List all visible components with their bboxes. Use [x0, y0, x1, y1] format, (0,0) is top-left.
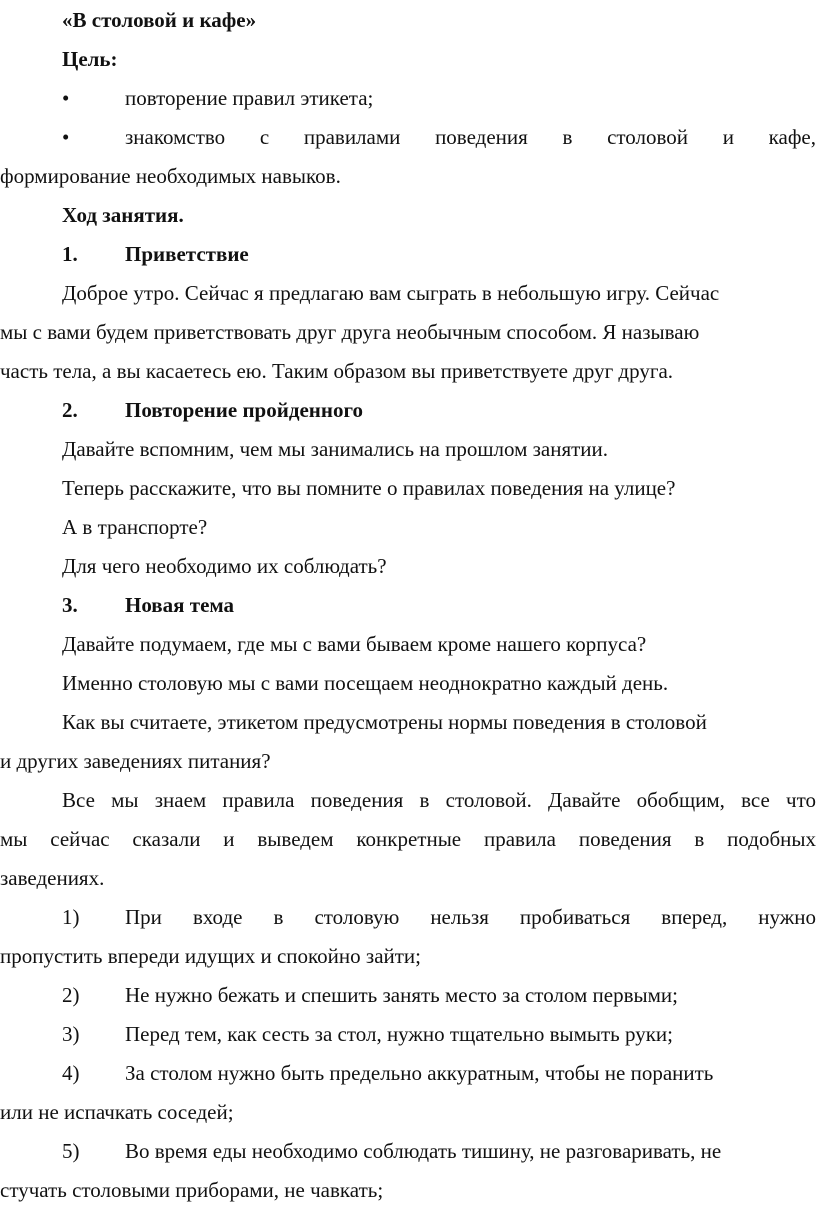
rule-number: 4) [62, 1061, 80, 1085]
paragraph-line: Для чего необходимо их соблюдать? [62, 554, 387, 578]
section-title: Приветствие [125, 242, 249, 266]
paragraph-line: мы с вами будем приветствовать друг друга необычным способом. Я называю [0, 320, 700, 344]
rule-text-line: При входе в столовую нельзя пробиваться вперед, нужно [125, 905, 816, 929]
rule-item-3 [62, 1021, 816, 1047]
rule-text-line: пропустить впереди идущих и спокойно зайти; [0, 944, 422, 968]
rule-text-line: или не испачкать соседей; [0, 1100, 234, 1124]
rule-number: 2) [62, 983, 80, 1007]
rule-number: 5) [62, 1139, 80, 1163]
section-number: 2. [62, 398, 78, 422]
paragraph-line: мы сейчас сказали и выведем конкретные правила поведения в подобных [0, 827, 816, 851]
rule-text-line: Не нужно бежать и спешить занять место за столом первыми; [125, 983, 678, 1007]
paragraph-line: Давайте вспомним, чем мы занимались на прошлом занятии. [62, 437, 609, 461]
section-title: Новая тема [125, 593, 235, 617]
rule-text-line: стучать столовыми приборами, не чавкать; [0, 1178, 384, 1202]
section-heading-1 [62, 241, 816, 267]
goal-text: повторение правил этикета; [125, 86, 374, 110]
paragraph-line: часть тела, а вы касаетесь ею. Таким образом вы приветствуете друг друга. [0, 359, 674, 383]
bullet-marker: • [62, 125, 70, 149]
paragraph-line: Теперь расскажите, что вы помните о правилах поведения на улице? [62, 476, 676, 500]
rule-text-line: Во время еды необходимо соблюдать тишину, не разговаривать, не [125, 1139, 722, 1163]
rule-number: 3) [62, 1022, 80, 1046]
document-title: «В столовой и кафе» [62, 8, 257, 32]
paragraph-line: Именно столовую мы с вами посещаем неоднократно каждый день. [62, 671, 669, 695]
rule-item-1 [62, 904, 816, 930]
section-number: 3. [62, 593, 78, 617]
paragraph-line: и других заведениях питания? [0, 749, 271, 773]
goal-item-1 [62, 85, 816, 111]
section-heading-2 [62, 397, 816, 423]
goal-text-line: знакомство с правилами поведения в столовой и кафе, [125, 125, 816, 149]
goal-item-2 [62, 124, 816, 150]
paragraph-line: Все мы знаем правила поведения в столовой. Давайте обобщим, все что [62, 788, 816, 812]
rule-number: 1) [62, 905, 80, 929]
course-heading: Ход занятия. [62, 203, 184, 227]
bullet-marker: • [62, 86, 70, 110]
rule-item-5 [62, 1138, 816, 1164]
goal-heading: Цель: [62, 47, 118, 71]
paragraph-line: Доброе утро. Сейчас я предлагаю вам сыграть в небольшую игру. Сейчас [62, 281, 720, 305]
rule-item-2 [62, 982, 816, 1008]
paragraph-line: заведениях. [0, 866, 105, 890]
paragraph-line: Как вы считаете, этикетом предусмотрены нормы поведения в столовой [62, 710, 707, 734]
rule-text-line: Перед тем, как сесть за стол, нужно тщательно вымыть руки; [125, 1022, 673, 1046]
goal-text-line: формирование необходимых навыков. [0, 164, 341, 188]
rule-text-line: За столом нужно быть предельно аккуратным, чтобы не поранить [125, 1061, 714, 1085]
section-heading-3 [62, 592, 816, 618]
rule-item-4 [62, 1060, 816, 1086]
paragraph-line: А в транспорте? [62, 515, 208, 539]
section-title: Повторение пройденного [125, 398, 363, 422]
paragraph-line: Давайте подумаем, где мы с вами бываем кроме нашего корпуса? [62, 632, 647, 656]
section-number: 1. [62, 242, 78, 266]
